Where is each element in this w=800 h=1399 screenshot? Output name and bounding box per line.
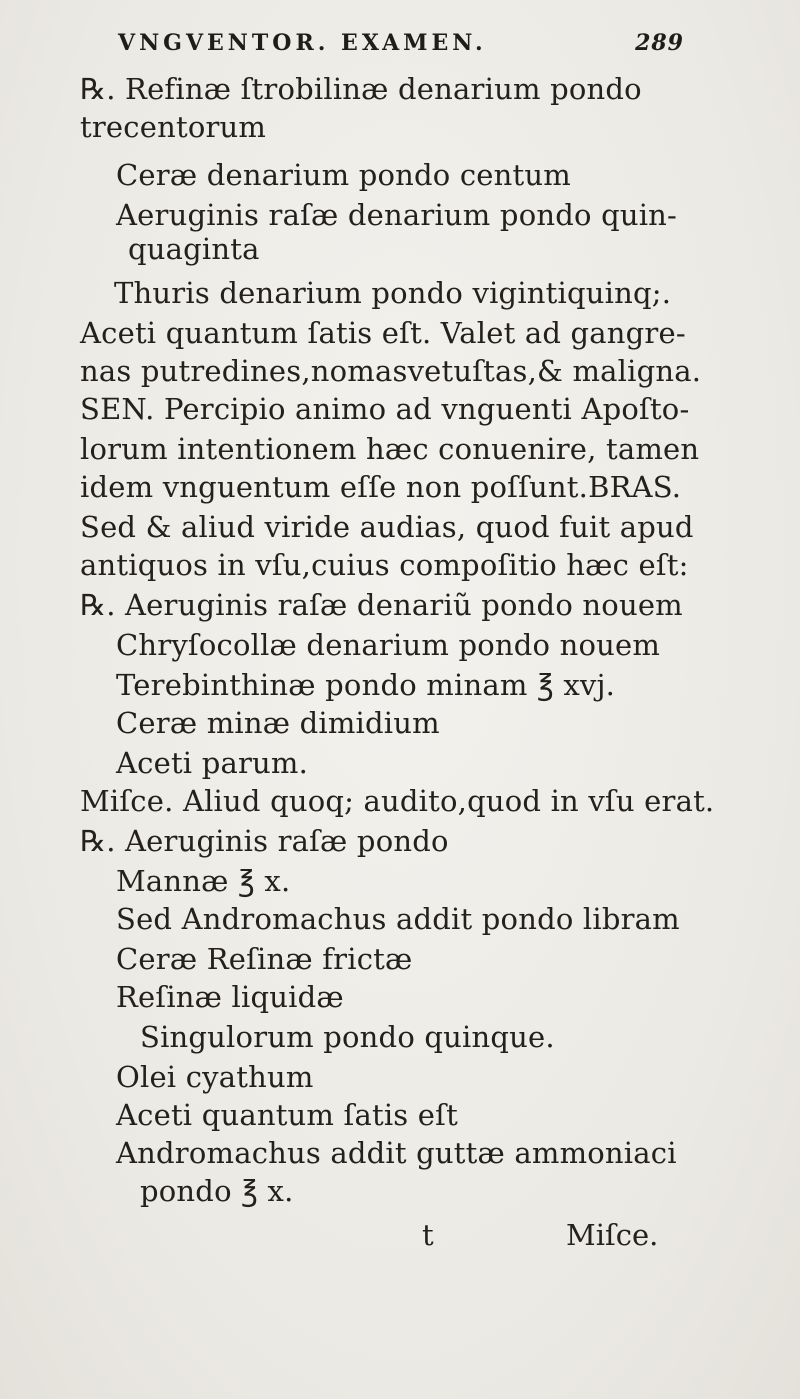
page-footer xyxy=(0,1218,800,1258)
text-line: Reſinæ liquidæ xyxy=(116,980,344,1014)
text-line: Miſce. Aliud quoq; audito,quod in vſu erat. xyxy=(80,784,715,818)
text-line: Aceti quantum ſatis eſt xyxy=(116,1098,458,1132)
signature-mark: t xyxy=(422,1218,434,1252)
text-line: ℞. Refinæ ſtrobilinæ denarium pondo xyxy=(80,72,642,106)
catchword: Miſce. xyxy=(566,1218,659,1252)
text-line: trecentorum xyxy=(80,110,267,144)
text-line: Sed & aliud viride audias, quod fuit apud xyxy=(80,510,694,544)
text-line: ℞. Aeruginis raſæ denariũ pondo nouem xyxy=(80,588,683,622)
text-line: Ceræ minæ dimidium xyxy=(116,706,440,740)
text-line: Olei cyathum xyxy=(116,1060,314,1094)
text-line: Andromachus addit guttæ ammoniaci xyxy=(116,1136,677,1170)
page-number: 289 xyxy=(635,30,684,56)
text-line: Aceti quantum ſatis eſt. Valet ad gangre- xyxy=(80,316,686,350)
text-line: Ceræ Reſinæ frictæ xyxy=(116,942,413,976)
text-line: Aeruginis raſæ denarium pondo quin- xyxy=(116,198,678,232)
text-line: nas putredines,nomasvetuſtas,& maligna. xyxy=(80,354,702,388)
text-line: Singulorum pondo quinque. xyxy=(140,1020,555,1054)
text-line: Chryſocollæ denarium pondo nouem xyxy=(116,628,661,662)
page-header xyxy=(118,30,684,64)
text-line: Aceti parum. xyxy=(116,746,309,780)
text-line: Thuris denarium pondo vigintiquinq;. xyxy=(114,276,672,310)
text-line: ℞. Aeruginis raſæ pondo xyxy=(80,824,449,858)
text-line: Mannæ ℥ x. xyxy=(116,864,291,898)
running-title: VNGVENTOR. EXAMEN. xyxy=(118,30,487,56)
text-line: Ceræ denarium pondo centum xyxy=(116,158,571,192)
text-line: lorum intentionem hæc conuenire, tamen xyxy=(80,432,700,466)
text-line: Terebinthinæ pondo minam ℥ xvj. xyxy=(116,668,616,702)
text-line: antiquos in vſu,cuius compoſitio hæc eſt: xyxy=(80,548,689,582)
text-line: quaginta xyxy=(128,232,260,266)
text-line: pondo ℥ x. xyxy=(140,1174,294,1208)
text-line: SEN. Percipio animo ad vnguenti Apoſto- xyxy=(80,392,690,426)
text-line: Sed Andromachus addit pondo libram xyxy=(116,902,680,936)
text-line: idem vnguentum eſſe non poſſunt.BRAS. xyxy=(80,470,682,504)
